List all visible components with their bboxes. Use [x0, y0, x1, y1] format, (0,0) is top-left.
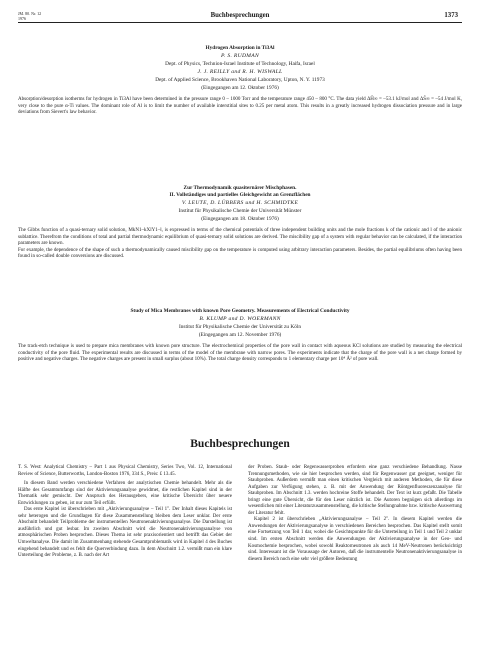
- article-thermodynamics: [18, 185, 462, 260]
- review-paragraph: Kapitel 2 ist überschrieben „Aktivierungsanalyse – Teil 2". In diesem Kapitel werden die Anwendungen der Aktivierungsanalyse in verschiedenen Bereichen besprochen. Das Kapitel stellt somit eine Fortsetzung von Teil 1 dar, wobei die Gesichtspunkte für die Unterteilung in Teil 1 und Teil 2 unklar sind. Im ersten Abschnitt werden die Anwendungen der Aktivierungsanalyse in der Geo- und Kosmochemie besprochen, wobei sowohl Reaktorneutronen als auch 14 MeV-Neutronen berücksichtigt sind. Interessant ist die Voraussage der Autoren, daß die instrumentelle Neutronenaktivierungsanalyse in diesem Bereich noch eine sehr viel größere Bedeutung: [248, 517, 462, 562]
- review-citation: T. S. West: Analytical Chemistry – Part 1 aus Physical Chemistry, Series Two, Vol. 12, International Review of Science, Butterworths, London-Boston 1976, 334 S., Preis: £ 13.45.: [18, 465, 232, 477]
- page-number: 1373: [444, 12, 458, 19]
- review-paragraph: Das erste Kapitel ist überschrieben mit „Aktivierungsanalyse – Teil 1". Der Inhalt dieses Kapitels ist sehr heterogen und die Grundlagen für diese Zusammenstellung bleiben dem Leser unklar. Der erste Abschnitt behandelt Teilprobleme der instrumentellen Neutronenaktivierungsanalyse. Die Darstellung ist ausführlich und gut lesbar. Im zweiten Abschnitt wird die Neutronenaktivierungsanalyse von atmosphärischen Proben besprochen. Dieses Thema ist sehr praxisorientiert und betrifft das Gebiet der Umweltanalyse. Die damit im Zusammenhang stehende Gesamtproblematik wird in Kapitel 4 des Buches eingehend behandelt und es fehlt die Querverbindung dazu. In dem Abschnitt 1.2. vermißt man ein klare Unterteilung der Probleme, z. B. nach der Art: [18, 507, 232, 559]
- article-abstract: Absorption/desorption isotherms for hydrogen in Ti3Al have been determined in the pressure range 0 – 1000 Torr and the temperature range 450 – 800 °C. The data yield ΔH̄∞ = –53.1 kJ/mol and ΔS̄∞ = –54 J/mol K, very close to the pure α-Ti values. The dominant role of Al is to limit the number of available interstitial sites to 0.25 per metal atom. This results in a greatly increased hydrogen dissociation pressure and in large deviations from Sievert's law behavior.: [18, 96, 462, 116]
- article-hydrogen-absorption: [18, 45, 462, 116]
- review-paragraph: In diesem Band werden verschiedene Verfahren der analytischen Chemie behandelt. Mehr als die Hälfte des Gesamtumfangs sind der Aktivierungsanalyse gewidmet, die restlichen Kapitel sind in der Thematik sehr gemischt. Der Anspruch des Herausgebers, eine kritische Übersicht über neuere Entwicklungen zu geben, ist nur zum Teil erfüllt.: [18, 481, 232, 506]
- article-subtitle: II. Vollständiges und partielles Gleichgewicht an Grenzflächen: [169, 192, 311, 198]
- article-affiliation: Institut für Physikalische Chemie der Universität zu Köln: [179, 324, 301, 330]
- article-affiliation: Dept. of Applied Science, Brookhaven National Laboratory, Upton, N. Y. 11973: [155, 77, 325, 83]
- article-authors: B. KLUMP and D. WOERMANN: [199, 316, 281, 322]
- section-heading: Buchbesprechungen: [190, 438, 290, 450]
- journal-reference-line-2: 1976: [18, 15, 26, 21]
- article-abstract-continued: For example, the dependence of the shape of such a thermodynamically caused miscibility gap on the temperature is computed using arbitrary interaction parameters. Besides, the partial equilibriums often having been found in so-called double conversions are discussed.: [18, 246, 462, 260]
- article-authors: J. J. REILLY and R. H. WISWALL: [197, 69, 283, 75]
- journal-reference-line-1: JM. 80. Nr. 12: [18, 11, 42, 16]
- article-title: Zur Thermodynamik quasiternärer Mischphasen.: [183, 185, 297, 191]
- article-affiliation: Dept. of Physics, Technion-Israel Institute of Technology, Haifa, Israel: [165, 61, 315, 67]
- received-date: (Eingegangen am 12. November 1976): [198, 332, 282, 338]
- article-abstract: The Gibbs function of a quasi-ternary solid solution, MkN1–kXlY1–l, is expressed in terms of the chemical potentials of three independent building units and the mole fractions k of the cationic and l of the anionic sublattice. Therefrom the conditions of total and partial thermodynamic equilibrium of quasi-ternary solid solutions are derived. The miscibility gap of a system with regular behavior can be calculated, if the interaction parameters are known.: [18, 227, 462, 247]
- article-authors: V. LEUTE, D. LÜBBERS und H. SCHMIDTKE: [181, 200, 299, 206]
- review-paragraph: der Proben. Staub- oder Regenwasserproben erfordern eine ganz verschiedene Behandlung. Nasse Trennungsmethoden, wie sie hier besprochen werden, sind für Regenwasser gut geeignet, weniger für Staubproben. Außerdem vermißt man einen kritischen Vergleich mit anderen Methoden, die für diese Aufgaben zur Verfügung stehen, z. B. mit der Anwendung der Röntgenfluoreszenzanalyse für Staubproben. Im Abschnitt 1.3. werden hochreine Stoffe behandelt. Der Text ist kurz gefaßt. Die Tabelle bringt eine gute Übersicht, die für den Leser nützlich ist. Die Autoren begnügen sich allerdings im wesentlichen mit einer Literaturzusammenstellung, die kritische Stellungnahme bzw. kritische Auswertung der Literatur fehlt.: [248, 465, 462, 516]
- received-date: (Eingegangen am 12. Oktober 1976): [201, 85, 279, 91]
- article-title: Hydrogen Absorption in Ti3Al: [205, 45, 275, 51]
- received-date: (Eingegangen am 18. Oktober 1976): [201, 216, 279, 222]
- review-column-left: [18, 465, 232, 560]
- article-title: Study of Mica Membranes with known Pore Geometry. Measurements of Electrical Conductivity: [130, 308, 350, 314]
- article-authors: P. S. RUDMAN: [221, 53, 259, 59]
- header-rule: [18, 22, 462, 23]
- running-header: Buchbesprechungen: [210, 12, 270, 19]
- review-column-right: [248, 465, 462, 563]
- article-affiliation: Institut für Physikalische Chemie der Universität Münster: [178, 208, 302, 214]
- article-mica-membranes: [18, 308, 462, 363]
- article-abstract: The track-etch technique is used to prepare mica membranes with known pore structure. The electrochemical properties of the pore wall in contact with aqueous KCl solutions are studied by measuring the electrical conductivity of the pore fluid. The experimental results are discussed in terms of the model of the membrane with narrow pores. The experiments indicate that the charge of the pore wall is a net charge formed by positive and negative charges. The negative charges are present in small surplus (about 10%). The total charge density corresponds to 1 elementary charge per 10⁴ Å² of pore wall.: [18, 343, 462, 363]
